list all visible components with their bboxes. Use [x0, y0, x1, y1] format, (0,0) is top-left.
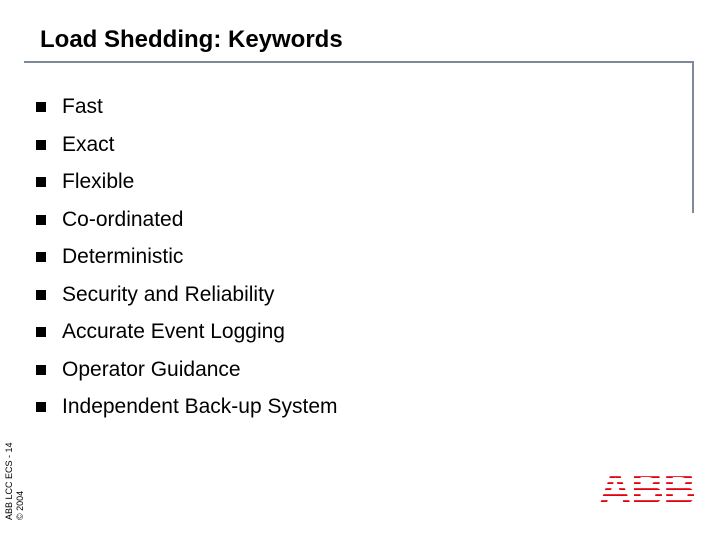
square-bullet-icon — [36, 177, 46, 187]
slide-title: Load Shedding: Keywords — [40, 26, 343, 53]
list-item-text: Fast — [62, 95, 103, 118]
list-item-text: Deterministic — [62, 245, 184, 268]
square-bullet-icon — [36, 102, 46, 112]
square-bullet-icon — [36, 215, 46, 225]
list-item-text: Co-ordinated — [62, 207, 184, 231]
list-item-text: Independent Back-up System — [62, 395, 338, 418]
list-item-text: Exact — [62, 132, 115, 156]
list-item-text: Security and Reliability — [62, 282, 275, 306]
square-bullet-icon — [36, 252, 46, 262]
logo-stripe-overlay — [600, 468, 694, 506]
square-bullet-icon — [36, 327, 46, 337]
abb-logo-icon — [600, 466, 694, 508]
list-item-text: Flexible — [62, 170, 135, 193]
square-bullet-icon — [36, 290, 46, 300]
list-item-text: Accurate Event Logging — [62, 320, 285, 343]
title-underline — [24, 61, 694, 63]
footer-slide-id: ABB LCC ECS - 14 — [4, 442, 14, 520]
side-footer — [4, 442, 26, 520]
title-side-rule — [692, 61, 694, 213]
square-bullet-icon — [36, 365, 46, 375]
footer-copyright: © 2004 — [15, 490, 25, 520]
list-item-text: Operator Guidance — [62, 357, 241, 381]
square-bullet-icon — [36, 402, 46, 412]
square-bullet-icon — [36, 140, 46, 150]
